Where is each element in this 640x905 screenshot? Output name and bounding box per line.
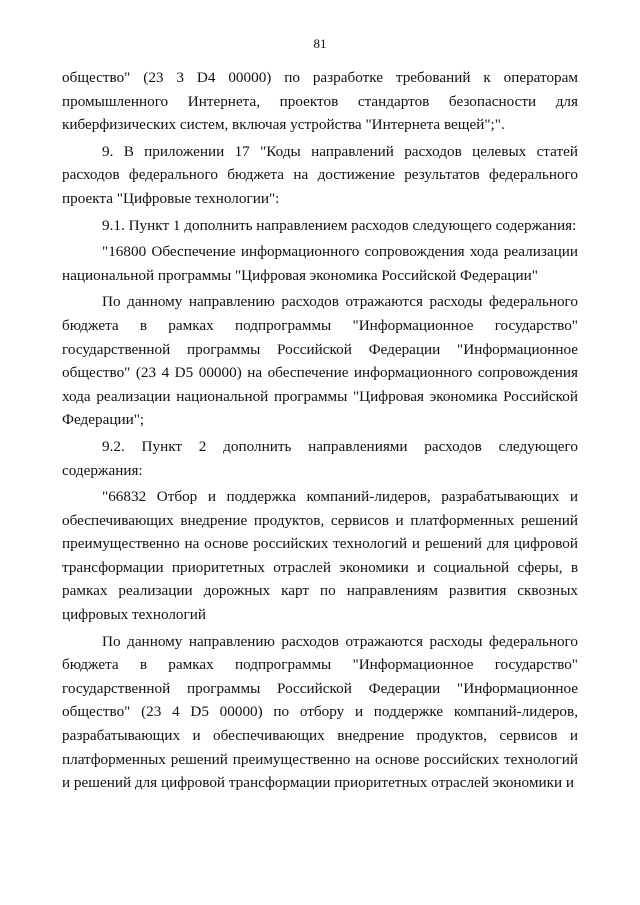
paragraph-item-9-1: 9.1. Пункт 1 дополнить направлением расходов следующего содержания: (102, 216, 577, 234)
paragraph-item-9-2: 9.2. Пункт 2 дополнить направлениями расходов следующего содержания: (62, 437, 578, 479)
paragraph-description-66832: По данному направлению расходов отражаются расходы федерального бюджета в рамках подпрограммы "Информационное государство" государственной программы Российской Федерации "Информационное общество" (23 4 D5 00000) по отбору и поддержке компаний-лидеров, разрабатывающих и обеспечивающих внедрение продуктов, сервисов и платформенных решений преимущественно на основе российских технологий и решений для цифровой трансформации приоритетных отраслей экономики и (62, 632, 578, 792)
paragraph-description-16800: По данному направлению расходов отражаются расходы федерального бюджета в рамках подпрограммы "Информационное государство" государственной программы Российской Федерации "Информационное общество" (23 4 D5 00000) на обеспечение информационного сопровождения хода реализации национальной программы "Цифровая экономика Российской Федерации"; (62, 293, 578, 429)
paragraph-item-9: 9. В приложении 17 "Коды направлений расходов целевых статей расходов федерального бюджета на достижение результатов федерального проекта "Цифровые технологии": (62, 142, 578, 207)
paragraph-code-66832: "66832 Отбор и поддержка компаний-лидеров, разрабатывающих и обеспечивающих внедрение продуктов, сервисов и платформенных решений преимущественно на основе российских технологий и решений для цифровой трансформации приоритетных отраслей экономики и социальной сферы, в рамках реализации дорожных карт по направлениям развития сквозных цифровых технологий (62, 488, 578, 624)
paragraph-code-16800: "16800 Обеспечение информационного сопровождения хода реализации национальной программы "Цифровая экономика Российской Федерации" (62, 243, 578, 284)
page-number: 81 (313, 36, 327, 51)
document-body (62, 66, 578, 798)
paragraph-continuation: общество" (23 3 D4 00000) по разработке требований к операторам промышленного Интернета, проектов стандартов безопасности для киберфизических систем, включая устройства "Интернета вещей";". (62, 69, 578, 134)
